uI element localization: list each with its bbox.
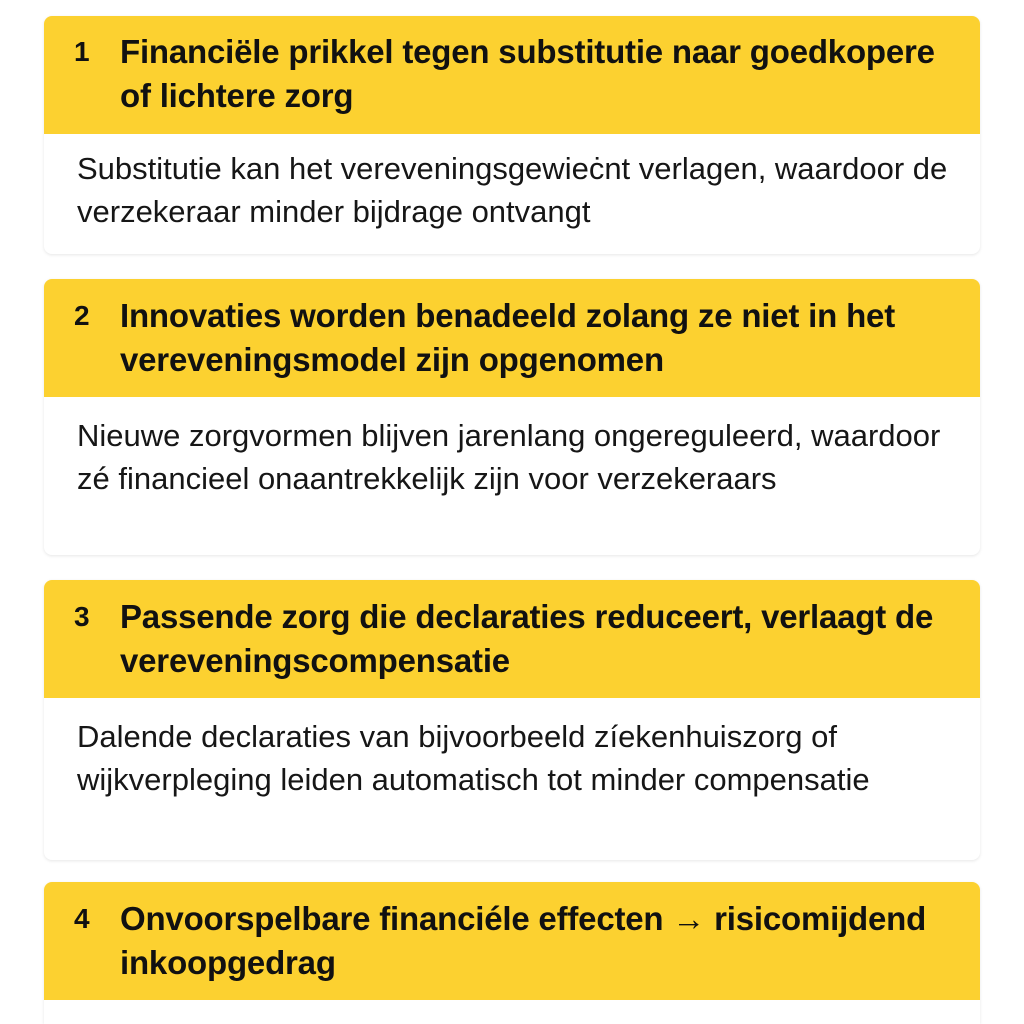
issue-card-header bbox=[44, 882, 980, 1000]
issue-card-header bbox=[44, 279, 980, 397]
issue-description: Substitutie kan het vereveningsgewieċnt verlagen, waardoor de verzekeraar minder bijdrage ontvangt bbox=[77, 151, 948, 229]
issue-number: 4 bbox=[74, 903, 90, 934]
issue-description: Dalende declaraties van bijvoorbeeld zíekenhuiszorg of wijkverpleging leiden automatisch tot minder compensatie bbox=[77, 719, 870, 797]
issue-number: 1 bbox=[74, 36, 90, 67]
issue-card bbox=[44, 580, 980, 860]
issue-title: Passende zorg die declaraties reduceert, verlaagt de vereveningscompensatie bbox=[120, 598, 934, 679]
issue-card bbox=[44, 279, 980, 555]
issue-title: Financiële prikkel tegen substitutie naar goedkopere of lichtere zorg bbox=[120, 33, 935, 114]
issue-description: Nieuwe zorgvormen blijven jarenlang ongereguleerd, waardoor zé financieel onaantrekkelijk zijn voor verzekeraars bbox=[77, 418, 941, 496]
issue-card bbox=[44, 882, 980, 1024]
issue-title: Innovaties worden benadeeld zolang ze niet in het vereveningsmodel zijn opgenomen bbox=[120, 297, 895, 378]
issue-card-header bbox=[44, 16, 980, 134]
issue-number: 3 bbox=[74, 601, 90, 632]
issue-card-header bbox=[44, 580, 980, 698]
issue-number: 2 bbox=[74, 300, 90, 331]
issue-title: Onvoorspelbare financiéle effecten → risicomijdend inkoopgedrag bbox=[120, 900, 927, 981]
issue-card bbox=[44, 16, 980, 254]
